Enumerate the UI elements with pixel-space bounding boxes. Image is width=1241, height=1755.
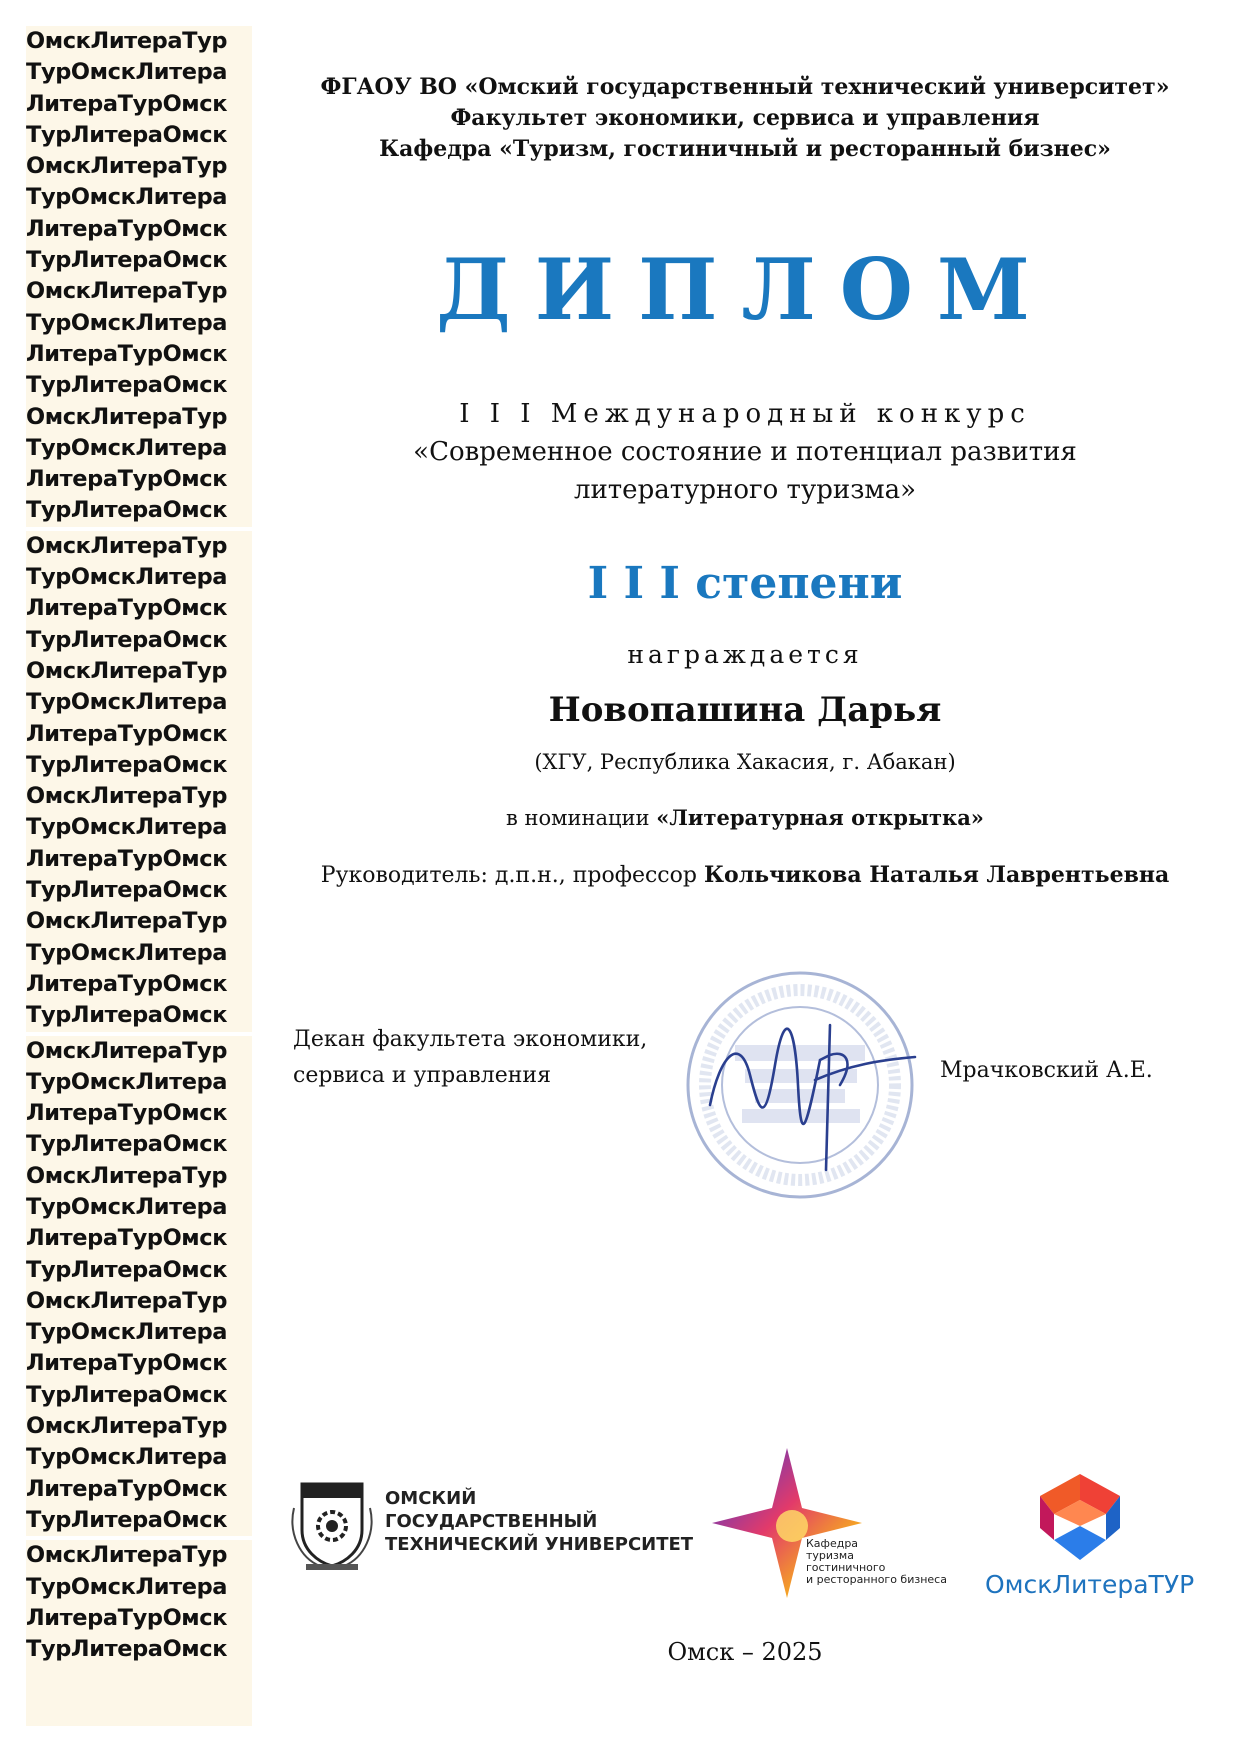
strip-line: ТурОмскЛитера <box>26 59 228 86</box>
dept-line-1: Кафедра <box>806 1537 859 1550</box>
contest-name <box>290 395 1200 509</box>
strip-line: ЛитераТурОмск <box>26 1100 228 1127</box>
strip-line: ТурОмскЛитера <box>26 184 228 211</box>
nomination <box>290 805 1200 830</box>
omsklitertur-logo <box>1020 1466 1130 1566</box>
strip-line: ЛитераТурОмск <box>26 720 228 747</box>
strip-line: ОмскЛитераТур <box>26 403 228 430</box>
strip-line: ЛитераТурОмск <box>26 595 228 622</box>
omgtu-line-1: ОМСКИЙ <box>385 1488 477 1509</box>
strip-line: ТурЛитераОмск <box>26 1506 228 1533</box>
strip-line: ТурЛитераОмск <box>26 121 228 148</box>
strip-line: ОмскЛитераТур <box>26 153 228 180</box>
strip-line: ТурОмскЛитера <box>26 814 228 841</box>
strip-line: ОмскЛитераТур <box>26 532 228 559</box>
strip-line: ОмскЛитераТур <box>26 908 228 935</box>
omgtu-line-2: ГОСУДАРСТВЕННЫЙ <box>385 1511 598 1532</box>
dept-line-3: гостиничного <box>806 1561 886 1574</box>
department-logo-text <box>806 1538 947 1586</box>
strip-line: ТурОмскЛитера <box>26 564 228 591</box>
strip-line: ТурЛитераОмск <box>26 1131 228 1158</box>
strip-line: ОмскЛитераТур <box>26 1413 228 1440</box>
dean-name: Мрачковский А.Е. <box>940 1058 1153 1083</box>
strip-line: ТурОмскЛитера <box>26 1444 228 1471</box>
strip-line: ТурЛитераОмск <box>26 372 228 399</box>
decorative-text-strip <box>26 26 252 1726</box>
strip-line: ТурЛитераОмск <box>26 1256 228 1283</box>
strip-line: ТурЛитераОмск <box>26 1381 228 1408</box>
strip-line: ТурОмскЛитера <box>26 1068 228 1095</box>
nomination-name: «Литературная открытка» <box>656 805 984 830</box>
dean-title <box>293 1022 647 1094</box>
nomination-prefix: в номинации <box>506 806 657 830</box>
advisor-prefix: Руководитель: д.п.н., профессор <box>320 863 704 888</box>
omsklitertur-logo-text: ОмскЛитераТУР <box>985 1570 1195 1599</box>
strip-line: ТурЛитераОмск <box>26 626 228 653</box>
strip-line: ОмскЛитераТур <box>26 278 228 305</box>
strip-line: ОмскЛитераТур <box>26 1037 228 1064</box>
strip-line: ОмскЛитераТур <box>26 1162 228 1189</box>
footer-city-year: Омск – 2025 <box>667 1638 823 1666</box>
omgtu-crest-logo <box>290 1478 374 1572</box>
header-university: ФГАОУ ВО «Омский государственный технический университет» <box>320 74 1170 100</box>
strip-line: ТурОмскЛитера <box>26 309 228 336</box>
omgtu-line-3: ТЕХНИЧЕСКИЙ УНИВЕРСИТЕТ <box>385 1534 694 1555</box>
strip-line: ЛитераТурОмск <box>26 1475 228 1502</box>
strip-line: ТурЛитераОмск <box>26 751 228 778</box>
strip-line: ЛитераТурОмск <box>26 1604 228 1631</box>
diploma-title: ДИПЛОМ <box>436 240 1054 339</box>
strip-line: ТурЛитераОмск <box>26 877 228 904</box>
strip-line: ЛитераТурОмск <box>26 340 228 367</box>
strip-line: ТурОмскЛитера <box>26 1573 228 1600</box>
strip-line: ТурЛитераОмск <box>26 247 228 274</box>
strip-line: ЛитераТурОмск <box>26 466 228 493</box>
strip-line: ТурЛитераОмск <box>26 1002 228 1029</box>
strip-line: ТурЛитераОмск <box>26 1636 228 1663</box>
strip-line: ОмскЛитераТур <box>26 657 228 684</box>
dean-title-line-2: сервиса и управления <box>293 1063 551 1088</box>
strip-line: ТурЛитераОмск <box>26 497 228 524</box>
strip-line: ОмскЛитераТур <box>26 28 228 54</box>
advisor-name: Кольчикова Наталья Лаврентьевна <box>703 862 1170 888</box>
official-stamp-with-signature <box>680 965 920 1205</box>
degree-label: I I I степени <box>587 558 903 609</box>
contest-line-1: I I I Международный конкурс <box>459 399 1031 429</box>
strip-line: ОмскЛитераТур <box>26 783 228 810</box>
strip-line: ТурОмскЛитера <box>26 689 228 716</box>
strip-line: ЛитераТурОмск <box>26 1225 228 1252</box>
header-department: Кафедра «Туризм, гостиничный и ресторанный бизнес» <box>379 136 1111 162</box>
contest-line-3: литературного туризма» <box>573 475 917 505</box>
strip-line: ЛитераТурОмск <box>26 1350 228 1377</box>
dept-line-4: и ресторанного бизнеса <box>806 1573 947 1586</box>
strip-line: ОмскЛитераТур <box>26 1287 228 1314</box>
strip-line: ЛитераТурОмск <box>26 215 228 242</box>
dean-title-line-1: Декан факультета экономики, <box>293 1027 648 1052</box>
dept-line-2: туризма <box>806 1549 854 1562</box>
strip-line: ТурОмскЛитера <box>26 1319 228 1346</box>
strip-line: ЛитераТурОмск <box>26 970 228 997</box>
strip-line: ТурОмскЛитера <box>26 939 228 966</box>
awarded-label: награждается <box>627 640 863 669</box>
institution-header <box>290 72 1200 165</box>
recipient-name: Новопашина Дарья <box>548 690 942 730</box>
header-faculty: Факультет экономики, сервиса и управления <box>450 105 1040 131</box>
strip-line: ЛитераТурОмск <box>26 845 228 872</box>
strip-line: ОмскЛитераТур <box>26 1542 228 1569</box>
omgtu-logo-text <box>385 1487 693 1556</box>
strip-line: ТурОмскЛитера <box>26 1193 228 1220</box>
strip-line: ТурОмскЛитера <box>26 434 228 461</box>
recipient-organization: (ХГУ, Республика Хакасия, г. Абакан) <box>534 750 956 774</box>
contest-line-2: «Современное состояние и потенциал развития <box>413 437 1077 467</box>
advisor <box>290 862 1200 888</box>
strip-line: ЛитераТурОмск <box>26 90 228 117</box>
